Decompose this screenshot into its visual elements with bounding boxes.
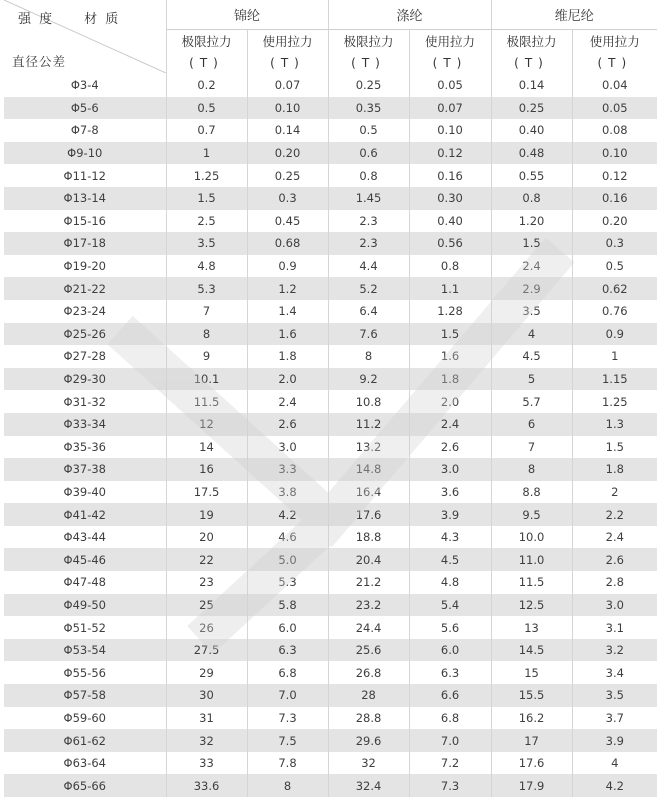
- table-row: [4, 97, 657, 120]
- strength-value-cell: 5.8: [247, 594, 328, 617]
- strength-value-cell: 1.5: [166, 187, 247, 210]
- strength-value-cell: 2.4: [247, 390, 328, 413]
- strength-value-cell: 7.2: [409, 752, 491, 775]
- strength-value-cell: 4.5: [491, 345, 572, 368]
- strength-value-cell: 2.6: [247, 413, 328, 436]
- table-row: [4, 255, 657, 278]
- table-row: [4, 594, 657, 617]
- strength-value-cell: 8: [328, 345, 409, 368]
- diameter-cell: Φ49-50: [4, 594, 166, 617]
- strength-value-cell: 0.25: [491, 97, 572, 120]
- strength-value-cell: 26: [166, 616, 247, 639]
- strength-value-cell: 0.76: [572, 300, 657, 323]
- table-row: [4, 639, 657, 662]
- strength-value-cell: 10.8: [328, 390, 409, 413]
- strength-value-cell: 13.2: [328, 436, 409, 459]
- strength-value-cell: 15: [491, 661, 572, 684]
- strength-value-cell: 7: [491, 436, 572, 459]
- strength-value-cell: 17.5: [166, 481, 247, 504]
- table-row: [4, 187, 657, 210]
- table-row: [4, 142, 657, 165]
- strength-value-cell: 4.4: [328, 255, 409, 278]
- strength-value-cell: 5.3: [166, 277, 247, 300]
- strength-value-cell: 0.48: [491, 142, 572, 165]
- strength-value-cell: 16: [166, 458, 247, 481]
- col-header-unit: (T): [409, 52, 491, 74]
- strength-value-cell: 16.2: [491, 707, 572, 730]
- strength-value-cell: 1.1: [409, 277, 491, 300]
- diameter-cell: Φ53-54: [4, 639, 166, 662]
- strength-value-cell: 4: [572, 752, 657, 775]
- strength-value-cell: 0.04: [572, 74, 657, 97]
- strength-value-cell: 0.6: [328, 142, 409, 165]
- col-header-unit: (T): [572, 52, 657, 74]
- strength-value-cell: 14: [166, 436, 247, 459]
- strength-value-cell: 8: [491, 458, 572, 481]
- strength-value-cell: 6.3: [247, 639, 328, 662]
- table-body: [4, 74, 657, 797]
- col-header-unit: (T): [328, 52, 409, 74]
- strength-value-cell: 0.3: [572, 232, 657, 255]
- strength-value-cell: 15.5: [491, 684, 572, 707]
- strength-value-cell: 33: [166, 752, 247, 775]
- strength-value-cell: 2: [572, 481, 657, 504]
- diameter-cell: Φ5-6: [4, 97, 166, 120]
- strength-value-cell: 17.6: [328, 503, 409, 526]
- strength-value-cell: 1.6: [409, 345, 491, 368]
- strength-value-cell: 0.9: [247, 255, 328, 278]
- strength-value-cell: 1.28: [409, 300, 491, 323]
- strength-value-cell: 20.4: [328, 548, 409, 571]
- diameter-cell: Φ19-20: [4, 255, 166, 278]
- strength-value-cell: 4.6: [247, 526, 328, 549]
- diameter-cell: Φ51-52: [4, 616, 166, 639]
- strength-value-cell: 23.2: [328, 594, 409, 617]
- strength-value-cell: 14.8: [328, 458, 409, 481]
- strength-value-cell: 32.4: [328, 774, 409, 797]
- strength-value-cell: 9.2: [328, 368, 409, 391]
- strength-value-cell: 1.3: [572, 413, 657, 436]
- strength-value-cell: 3.6: [409, 481, 491, 504]
- corner-label-strength-material: 强 度 材 质: [18, 12, 121, 27]
- table-row: [4, 345, 657, 368]
- strength-value-cell: 0.9: [572, 323, 657, 346]
- strength-value-cell: 3.7: [572, 707, 657, 730]
- strength-value-cell: 6.0: [409, 639, 491, 662]
- strength-value-cell: 0.3: [247, 187, 328, 210]
- strength-value-cell: 4.8: [409, 571, 491, 594]
- strength-value-cell: 1.2: [247, 277, 328, 300]
- strength-value-cell: 5.6: [409, 616, 491, 639]
- strength-value-cell: 0.12: [572, 164, 657, 187]
- col-header-unit: (T): [247, 52, 328, 74]
- strength-value-cell: 3.0: [572, 594, 657, 617]
- strength-value-cell: 5: [491, 368, 572, 391]
- strength-value-cell: 11.5: [491, 571, 572, 594]
- strength-value-cell: 31: [166, 707, 247, 730]
- strength-value-cell: 0.25: [328, 74, 409, 97]
- strength-value-cell: 32: [166, 729, 247, 752]
- material-header-vinylon: 维尼纶: [491, 0, 657, 30]
- strength-value-cell: 1.45: [328, 187, 409, 210]
- diameter-cell: Φ61-62: [4, 729, 166, 752]
- strength-value-cell: 4.2: [572, 774, 657, 797]
- strength-value-cell: 0.8: [328, 164, 409, 187]
- diameter-cell: Φ59-60: [4, 707, 166, 730]
- strength-value-cell: 1.25: [572, 390, 657, 413]
- strength-value-cell: 0.62: [572, 277, 657, 300]
- strength-value-cell: 10.1: [166, 368, 247, 391]
- rope-strength-table: [4, 0, 657, 797]
- strength-value-cell: 5.7: [491, 390, 572, 413]
- table-row: [4, 277, 657, 300]
- strength-value-cell: 2.3: [328, 210, 409, 233]
- strength-value-cell: 0.16: [572, 187, 657, 210]
- strength-value-cell: 10.0: [491, 526, 572, 549]
- strength-value-cell: 16.4: [328, 481, 409, 504]
- strength-value-cell: 21.2: [328, 571, 409, 594]
- strength-value-cell: 0.05: [409, 74, 491, 97]
- diameter-cell: Φ39-40: [4, 481, 166, 504]
- strength-value-cell: 5.0: [247, 548, 328, 571]
- strength-value-cell: 8: [247, 774, 328, 797]
- strength-value-cell: 20: [166, 526, 247, 549]
- strength-value-cell: 8: [166, 323, 247, 346]
- strength-value-cell: 0.56: [409, 232, 491, 255]
- diameter-cell: Φ17-18: [4, 232, 166, 255]
- strength-value-cell: 7.0: [247, 684, 328, 707]
- strength-value-cell: 0.68: [247, 232, 328, 255]
- diameter-cell: Φ31-32: [4, 390, 166, 413]
- col-header-unit: (T): [166, 52, 247, 74]
- strength-value-cell: 3.9: [409, 503, 491, 526]
- strength-value-cell: 0.10: [409, 119, 491, 142]
- strength-value-cell: 2.4: [572, 526, 657, 549]
- strength-value-cell: 7.3: [409, 774, 491, 797]
- table-row: [4, 119, 657, 142]
- col-header-label: 使用拉力: [247, 30, 328, 53]
- diameter-cell: Φ25-26: [4, 323, 166, 346]
- diameter-cell: Φ65-66: [4, 774, 166, 797]
- strength-value-cell: 0.35: [328, 97, 409, 120]
- strength-value-cell: 1.25: [166, 164, 247, 187]
- table-row: [4, 526, 657, 549]
- table-row: [4, 684, 657, 707]
- diameter-cell: Φ37-38: [4, 458, 166, 481]
- table-row: [4, 210, 657, 233]
- diameter-cell: Φ21-22: [4, 277, 166, 300]
- table-row: [4, 300, 657, 323]
- table-row: [4, 548, 657, 571]
- strength-value-cell: 2.0: [409, 390, 491, 413]
- table-row: [4, 481, 657, 504]
- strength-value-cell: 1.6: [247, 323, 328, 346]
- strength-value-cell: 2.4: [409, 413, 491, 436]
- table-row: [4, 368, 657, 391]
- strength-value-cell: 2.9: [491, 277, 572, 300]
- strength-value-cell: 1.8: [572, 458, 657, 481]
- strength-value-cell: 7: [166, 300, 247, 323]
- strength-value-cell: 12.5: [491, 594, 572, 617]
- strength-value-cell: 0.40: [409, 210, 491, 233]
- strength-value-cell: 0.5: [166, 97, 247, 120]
- strength-value-cell: 3.5: [491, 300, 572, 323]
- strength-value-cell: 6.3: [409, 661, 491, 684]
- strength-value-cell: 25: [166, 594, 247, 617]
- diameter-cell: Φ43-44: [4, 526, 166, 549]
- strength-value-cell: 0.14: [247, 119, 328, 142]
- diameter-cell: Φ45-46: [4, 548, 166, 571]
- strength-value-cell: 4.2: [247, 503, 328, 526]
- strength-value-cell: 5.4: [409, 594, 491, 617]
- strength-value-cell: 1: [572, 345, 657, 368]
- col-header-label: 极限拉力: [491, 30, 572, 53]
- strength-value-cell: 3.1: [572, 616, 657, 639]
- strength-value-cell: 2.4: [491, 255, 572, 278]
- strength-value-cell: 7.0: [409, 729, 491, 752]
- strength-value-cell: 1.4: [247, 300, 328, 323]
- table-row: [4, 774, 657, 797]
- strength-value-cell: 22: [166, 548, 247, 571]
- material-header-polyester: 涤纶: [328, 0, 491, 30]
- table-row: [4, 616, 657, 639]
- diameter-cell: Φ7-8: [4, 119, 166, 142]
- strength-value-cell: 1.20: [491, 210, 572, 233]
- strength-value-cell: 2.5: [166, 210, 247, 233]
- strength-value-cell: 0.14: [491, 74, 572, 97]
- strength-value-cell: 0.08: [572, 119, 657, 142]
- material-header-nylon: 锦纶: [166, 0, 328, 30]
- strength-value-cell: 4.3: [409, 526, 491, 549]
- strength-value-cell: 0.12: [409, 142, 491, 165]
- strength-value-cell: 3.8: [247, 481, 328, 504]
- col-header-unit: (T): [491, 52, 572, 74]
- corner-label-diameter: 直径公差: [12, 54, 67, 69]
- table-row: [4, 323, 657, 346]
- strength-value-cell: 0.7: [166, 119, 247, 142]
- strength-value-cell: 0.8: [409, 255, 491, 278]
- table-row: [4, 707, 657, 730]
- strength-value-cell: 27.5: [166, 639, 247, 662]
- strength-value-cell: 8.8: [491, 481, 572, 504]
- table-row: [4, 752, 657, 775]
- corner-header-cell: [4, 0, 166, 74]
- diameter-cell: Φ23-24: [4, 300, 166, 323]
- strength-value-cell: 4.8: [166, 255, 247, 278]
- strength-value-cell: 28: [328, 684, 409, 707]
- strength-value-cell: 0.55: [491, 164, 572, 187]
- strength-value-cell: 1.15: [572, 368, 657, 391]
- strength-value-cell: 19: [166, 503, 247, 526]
- strength-value-cell: 32: [328, 752, 409, 775]
- diameter-cell: Φ41-42: [4, 503, 166, 526]
- strength-value-cell: 0.25: [247, 164, 328, 187]
- strength-value-cell: 3.2: [572, 639, 657, 662]
- strength-value-cell: 17.6: [491, 752, 572, 775]
- strength-value-cell: 29: [166, 661, 247, 684]
- diameter-cell: Φ11-12: [4, 164, 166, 187]
- strength-value-cell: 2.0: [247, 368, 328, 391]
- strength-value-cell: 0.20: [572, 210, 657, 233]
- strength-value-cell: 0.5: [328, 119, 409, 142]
- table-row: [4, 164, 657, 187]
- col-header-label: 使用拉力: [409, 30, 491, 53]
- table-row: [4, 661, 657, 684]
- strength-value-cell: 17: [491, 729, 572, 752]
- strength-value-cell: 25.6: [328, 639, 409, 662]
- strength-value-cell: 7.8: [247, 752, 328, 775]
- strength-value-cell: 2.3: [328, 232, 409, 255]
- diameter-cell: Φ63-64: [4, 752, 166, 775]
- strength-value-cell: 6: [491, 413, 572, 436]
- strength-value-cell: 3.9: [572, 729, 657, 752]
- diameter-cell: Φ9-10: [4, 142, 166, 165]
- strength-value-cell: 23: [166, 571, 247, 594]
- strength-value-cell: 1.8: [409, 368, 491, 391]
- strength-value-cell: 6.6: [409, 684, 491, 707]
- strength-value-cell: 1.5: [572, 436, 657, 459]
- strength-value-cell: 28.8: [328, 707, 409, 730]
- strength-value-cell: 5.2: [328, 277, 409, 300]
- strength-value-cell: 2.6: [572, 548, 657, 571]
- strength-value-cell: 2.2: [572, 503, 657, 526]
- strength-value-cell: 0.2: [166, 74, 247, 97]
- strength-value-cell: 14.5: [491, 639, 572, 662]
- diameter-cell: Φ27-28: [4, 345, 166, 368]
- strength-value-cell: 6.8: [247, 661, 328, 684]
- strength-value-cell: 0.10: [572, 142, 657, 165]
- strength-value-cell: 33.6: [166, 774, 247, 797]
- col-header-label: 极限拉力: [328, 30, 409, 53]
- strength-value-cell: 11.2: [328, 413, 409, 436]
- strength-value-cell: 7.3: [247, 707, 328, 730]
- strength-value-cell: 0.07: [409, 97, 491, 120]
- diameter-cell: Φ55-56: [4, 661, 166, 684]
- strength-value-cell: 0.16: [409, 164, 491, 187]
- strength-value-cell: 1.5: [409, 323, 491, 346]
- strength-value-cell: 1.5: [491, 232, 572, 255]
- table-row: [4, 436, 657, 459]
- strength-value-cell: 29.6: [328, 729, 409, 752]
- strength-value-cell: 11.5: [166, 390, 247, 413]
- strength-value-cell: 3.5: [166, 232, 247, 255]
- strength-value-cell: 3.0: [409, 458, 491, 481]
- strength-value-cell: 2.6: [409, 436, 491, 459]
- table-row: [4, 390, 657, 413]
- strength-value-cell: 0.10: [247, 97, 328, 120]
- strength-value-cell: 1.8: [247, 345, 328, 368]
- diameter-cell: Φ15-16: [4, 210, 166, 233]
- strength-value-cell: 2.8: [572, 571, 657, 594]
- strength-value-cell: 18.8: [328, 526, 409, 549]
- diameter-cell: Φ35-36: [4, 436, 166, 459]
- diameter-cell: Φ13-14: [4, 187, 166, 210]
- col-header-label: 使用拉力: [572, 30, 657, 53]
- strength-value-cell: 0.05: [572, 97, 657, 120]
- strength-value-cell: 4: [491, 323, 572, 346]
- strength-value-cell: 26.8: [328, 661, 409, 684]
- strength-value-cell: 0.40: [491, 119, 572, 142]
- strength-value-cell: 9.5: [491, 503, 572, 526]
- strength-value-cell: 7.6: [328, 323, 409, 346]
- strength-value-cell: 12: [166, 413, 247, 436]
- diameter-cell: Φ29-30: [4, 368, 166, 391]
- diameter-cell: Φ3-4: [4, 74, 166, 97]
- strength-value-cell: 7.5: [247, 729, 328, 752]
- strength-value-cell: 1: [166, 142, 247, 165]
- strength-value-cell: 6.0: [247, 616, 328, 639]
- strength-value-cell: 0.20: [247, 142, 328, 165]
- table-row: [4, 503, 657, 526]
- strength-value-cell: 6.4: [328, 300, 409, 323]
- strength-value-cell: 11.0: [491, 548, 572, 571]
- diameter-cell: Φ47-48: [4, 571, 166, 594]
- strength-value-cell: 0.30: [409, 187, 491, 210]
- strength-value-cell: 3.5: [572, 684, 657, 707]
- diameter-cell: Φ33-34: [4, 413, 166, 436]
- strength-value-cell: 30: [166, 684, 247, 707]
- strength-value-cell: 5.3: [247, 571, 328, 594]
- table-row: [4, 232, 657, 255]
- strength-value-cell: 3.3: [247, 458, 328, 481]
- strength-value-cell: 3.0: [247, 436, 328, 459]
- strength-value-cell: 17.9: [491, 774, 572, 797]
- strength-value-cell: 0.07: [247, 74, 328, 97]
- strength-value-cell: 24.4: [328, 616, 409, 639]
- strength-value-cell: 4.5: [409, 548, 491, 571]
- strength-value-cell: 9: [166, 345, 247, 368]
- col-header-label: 极限拉力: [166, 30, 247, 53]
- table-row: [4, 571, 657, 594]
- table-row: [4, 458, 657, 481]
- strength-value-cell: 13: [491, 616, 572, 639]
- strength-value-cell: 0.45: [247, 210, 328, 233]
- table-row: [4, 413, 657, 436]
- strength-value-cell: 3.4: [572, 661, 657, 684]
- strength-value-cell: 6.8: [409, 707, 491, 730]
- diameter-cell: Φ57-58: [4, 684, 166, 707]
- strength-value-cell: 0.5: [572, 255, 657, 278]
- strength-value-cell: 0.8: [491, 187, 572, 210]
- table-row: [4, 74, 657, 97]
- table-row: [4, 729, 657, 752]
